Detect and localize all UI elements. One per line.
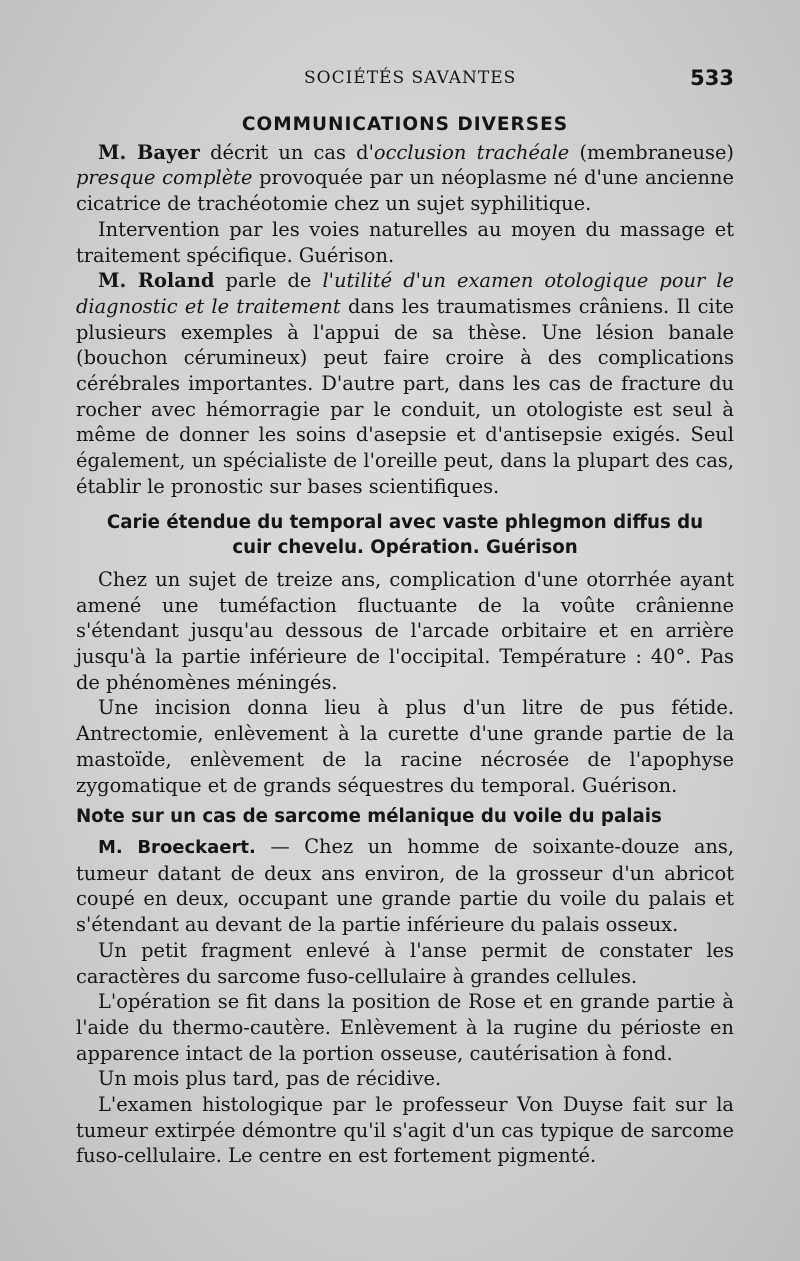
paragraph-histology: L'examen histologique par le professeur Von Duyse fait sur la tumeur extirpée démontre qu'il s'agit d'un cas typique de sarcome fuso-cellulaire. Le centre en est fortement pigmenté. bbox=[76, 1093, 734, 1168]
paragraph-carie-case: Chez un sujet de treize ans, complication d'une otorrhée ayant amené une tuméfaction fluctuante de la voûte crânienne s'étendant jusqu'au dessous de l'arcade orbitaire et en arrière jusqu'à la partie inférieure de l'occipital. Température : 40°. Pas de phénomènes méningés. bbox=[76, 567, 734, 694]
section-title: COMMUNICATIONS DIVERSES bbox=[241, 114, 569, 135]
heading-line: Carie étendue du temporal avec vaste phlegmon diffus du bbox=[106, 511, 704, 533]
paragraph-operation: L'opération se fit dans la position de Rose et en grande partie à l'aide du thermo-cautère. Enlèvement à la rugine du périoste en apparence intact de la portion osseuse, cautérisation à fond. bbox=[76, 990, 734, 1065]
article-heading-carie bbox=[76, 510, 734, 561]
text-run: (membraneuse) bbox=[569, 140, 734, 164]
text-run: décrit un cas d' bbox=[199, 140, 374, 164]
paragraph-carie-treatment: Une incision donna lieu à plus d'un litre de pus fétide. Antrectomie, enlèvement à la curette d'une grande partie de la mastoïde, enlèvement de la racine nécrosée de l'apophyse zygomatique et de grands séquestres du temporal. Guérison. bbox=[76, 696, 734, 797]
text-run: dans les traumatismes crâniens. Il cite plusieurs exemples à l'appui de sa thèse. Une lésion banale (bouchon cérumineux) peut faire croire à des complications cérébrales importantes. D'autre part, dans les cas de fracture du rocher avec hémorragie par le conduit, un otologiste est seul à même de donner les soins d'asepsie et d'antisepsie exigés. Seul également, un spécialiste de l'oreille peut, dans la plupart des cas, établir le pronostic sur bases scientifiques. bbox=[76, 294, 734, 498]
text-run: provoquée par un néoplasme né d'une ancienne cicatrice de trachéotomie chez un sujet syphilitique. bbox=[76, 166, 734, 216]
paragraph-broeckaert bbox=[76, 834, 734, 938]
text-run: — Chez un homme de soixante-douze ans, tumeur datant de deux ans environ, de la grosseur d'un abricot coupé en deux, occupant une grande partie du voile du palais et s'étendant au devant de la partie inférieure du palais osseux. bbox=[76, 834, 734, 937]
speaker-name: M. Bayer bbox=[98, 140, 200, 164]
paragraph-followup: Un mois plus tard, pas de récidive. bbox=[98, 1067, 442, 1091]
article-heading-sarcome: Note sur un cas de sarcome mélanique du voile du palais bbox=[76, 806, 662, 828]
page-number: 533 bbox=[690, 66, 734, 90]
paragraph-bayer bbox=[76, 140, 734, 217]
paragraph-bayer-intervention: Intervention par les voies naturelles au moyen du massage et traitement spécifique. Guérison. bbox=[76, 217, 734, 267]
italic-term: l'utilité d'un examen otologique pour le diagnostic et le traitement bbox=[76, 269, 734, 318]
text-run: parle de bbox=[214, 269, 323, 293]
paragraph-fragment: Un petit fragment enlevé à l'anse permit de constater les caractères du sarcome fuso-cellulaire à grandes cellules. bbox=[76, 938, 734, 988]
page-header bbox=[76, 64, 734, 94]
page-body bbox=[76, 112, 734, 1169]
paragraph-roland bbox=[76, 268, 734, 499]
speaker-name: M. Roland bbox=[98, 269, 215, 293]
running-title: SOCIÉTÉS SAVANTES bbox=[304, 68, 517, 88]
italic-term: occlusion trachéale bbox=[373, 140, 570, 164]
speaker-name: M. Broeckaert. bbox=[98, 836, 256, 858]
italic-term: presque complète bbox=[76, 166, 253, 190]
heading-line: cuir chevelu. Opération. Guérison bbox=[232, 537, 578, 559]
